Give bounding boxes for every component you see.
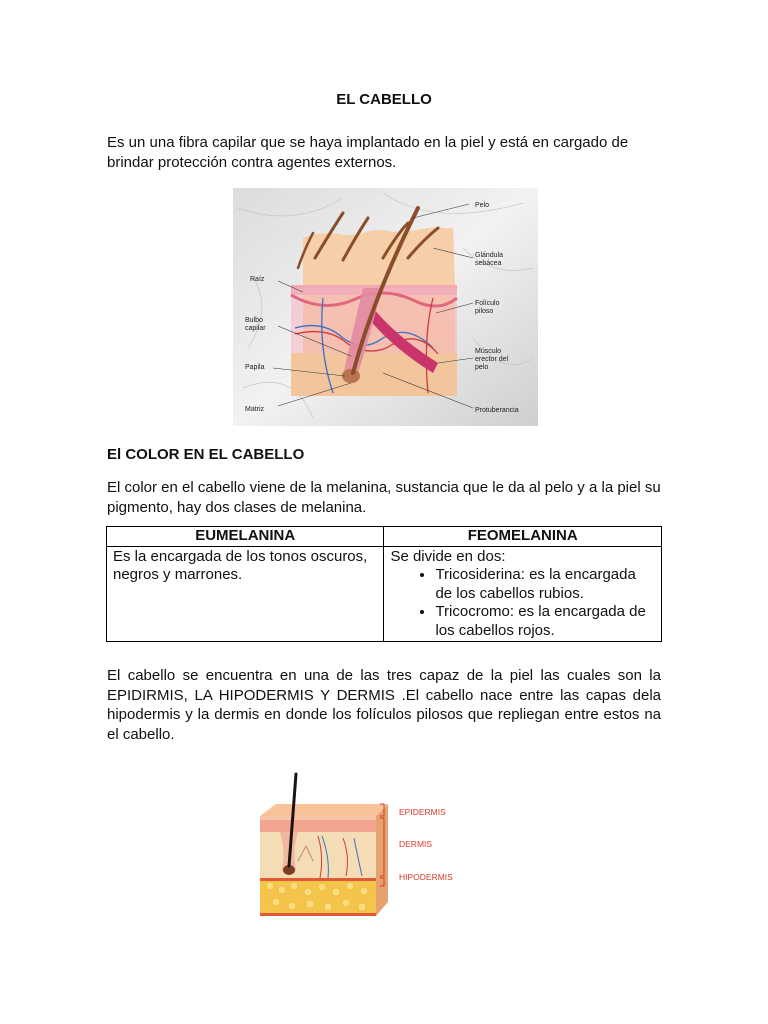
feomelanina-intro: Se divide en dos: xyxy=(390,547,506,565)
section-heading: El COLOR EN EL CABELLO xyxy=(107,446,305,463)
label-bulbo-1: Bulbo xyxy=(245,317,263,324)
label-dermis: DERMIS xyxy=(399,839,433,849)
feomelanina-list xyxy=(390,566,655,640)
label-foliculo-1: Folículo xyxy=(475,300,500,307)
label-pelo: Pelo xyxy=(475,202,490,209)
table-row xyxy=(107,546,662,642)
layers-paragraph: El cabello se encuentra en una de las tres capaz de la piel las cuales son la EPIDIRMIS, LA HIPODERMIS Y DERMIS .El cabello nace entre las capas dela hipodermis y la dermis en donde los folículos pilosos que repliegan entre estos na el cabello. xyxy=(107,667,661,743)
label-hipodermis: HIPODERMIS xyxy=(399,872,453,882)
melanin-table xyxy=(106,526,662,642)
label-foliculo-2: piloso xyxy=(475,308,494,315)
label-glandula-2: sebácea xyxy=(475,260,502,267)
skin-layers-illustration xyxy=(258,766,473,920)
cell-eumelanina: Es la encargada de los tonos oscuros, negros y marrones. xyxy=(107,546,384,642)
color-paragraph: El color en el cabello viene de la melanina, sustancia que le da al pelo y a la piel su pigmento, hay dos clases de melanina. xyxy=(107,479,661,516)
label-protuberancia: Protuberancia xyxy=(475,407,519,414)
label-matriz: Matriz xyxy=(245,406,265,413)
hair-anatomy-figure xyxy=(233,188,538,426)
label-epidermis: EPIDERMIS xyxy=(399,807,446,817)
label-glandula-1: Glándula xyxy=(475,252,504,259)
list-item: • Tricocromo: es la encargada de los cabellos rojos. xyxy=(435,603,655,640)
cell-feomelanina xyxy=(384,546,662,642)
label-raiz: Raíz xyxy=(250,276,265,283)
label-bulbo-2: capilar xyxy=(245,325,266,332)
label-musculo-2: erector del xyxy=(475,356,509,363)
header-feomelanina: FEOMELANINA xyxy=(384,527,662,547)
intro-paragraph: Es un una fibra capilar que se haya implantado en la piel y está en cargado de brindar protección contra agentes externos. xyxy=(107,134,629,171)
page-title: EL CABELLO xyxy=(336,91,432,108)
skin-layers-figure xyxy=(258,766,473,920)
hair-anatomy-illustration xyxy=(233,188,538,426)
table-header-row xyxy=(107,527,662,547)
label-musculo-1: Músculo xyxy=(475,348,502,355)
list-item: • Tricosiderina: es la encargada de los cabellos rubios. xyxy=(435,566,655,603)
header-eumelanina: EUMELANINA xyxy=(107,527,384,547)
label-musculo-3: pelo xyxy=(475,364,489,371)
label-papila: Papila xyxy=(245,364,265,371)
